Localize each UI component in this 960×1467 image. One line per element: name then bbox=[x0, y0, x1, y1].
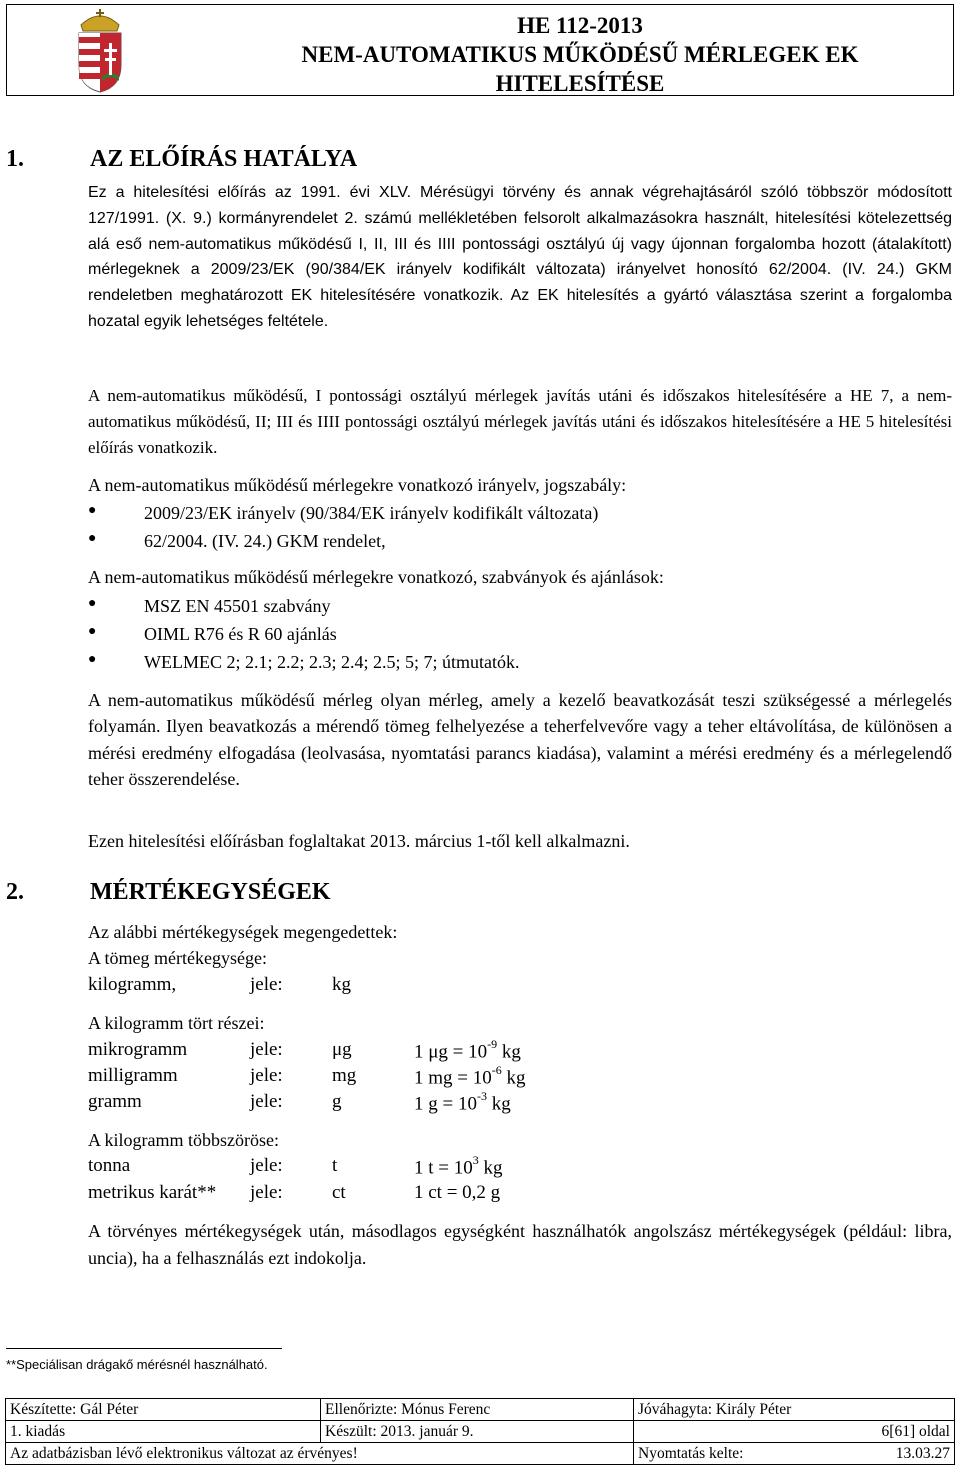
footer-approved: Jóváhagyta: Király Péter bbox=[634, 1399, 955, 1421]
section-1-paragraph-2: A nem-automatikus működésű, I pontossági osztályú mérlegek javítás utáni és időszakos hitelesítésére a HE 7, a nem-automatikus működésű, II; III és IIII pontossági osztályú mérlegek javítás utáni és időszakos hitelesítésére a HE 5 hitelesítési előírás vonatkozik. bbox=[88, 386, 952, 457]
document-footer-table bbox=[5, 1398, 955, 1465]
hungarian-coat-of-arms-icon bbox=[71, 7, 129, 93]
bullet-icon: ● bbox=[88, 652, 97, 667]
mass-unit-heading: A tömeg mértékegysége: bbox=[88, 948, 267, 968]
section-1-paragraph-3: A nem-automatikus működésű mérleg olyan mérleg, amely a kezelő beavatkozását teszi szükségessé a mérlegelés folyamán. Ilyen beavatkozás a mérendő tömeg felhelyezése a teherfelvevőre vagy a teher eltávolítása, de különösen a mérési eredmény elfogadása (leolvasása, nyomtatási parancs kiadása), valamint a mérési eredmény és a mérlegelendő teher összerendelése. bbox=[88, 690, 952, 789]
table-row bbox=[6, 1399, 955, 1421]
footer-checked: Ellenőrizte: Mónus Ferenc bbox=[321, 1399, 634, 1421]
footnote: **Speciálisan drágakő mérésnél használható. bbox=[6, 1357, 268, 1372]
footer-page: 6[61] oldal bbox=[634, 1421, 955, 1443]
bullet-icon: ● bbox=[88, 503, 97, 518]
footer-edition: 1. kiadás bbox=[6, 1421, 321, 1443]
bullet-icon: ● bbox=[88, 531, 97, 546]
section-1-heading bbox=[6, 146, 357, 173]
footer-validity: Az adatbázisban lévő elektronikus változat az érvényes! bbox=[6, 1443, 634, 1465]
list-1-intro: A nem-automatikus működésű mérlegekre vonatkozó irányelv, jogszabály: bbox=[88, 475, 627, 495]
table-row bbox=[6, 1421, 955, 1443]
section-1-paragraph-4: Ezen hitelesítési előírásban foglaltakat 2013. március 1-től kell alkalmazni. bbox=[88, 831, 630, 851]
section-2-title: MÉRTÉKEGYSÉGEK bbox=[90, 879, 331, 905]
title-line-2: HITELESÍTÉSE bbox=[495, 71, 665, 96]
footer-prepared: Készítette: Gál Péter bbox=[6, 1399, 321, 1421]
units-closing-paragraph: A törvényes mértékegységek után, másodlagos egységként használhatók angolszász mértékegységek (például: libra, uncia), ha a felhasználás ezt indokolja. bbox=[88, 1221, 952, 1268]
table-row bbox=[6, 1443, 955, 1465]
fraction-heading: A kilogramm tört részei: bbox=[88, 1013, 265, 1033]
bullet-icon: ● bbox=[88, 624, 97, 639]
section-2-number: 2. bbox=[6, 879, 24, 905]
section-1-paragraph-1: Ez a hitelesítési előírás az 1991. évi XLV. Mérésügyi törvény és annak végrehajtásáról szóló többször módosított 127/1991. (X. 9.) kormányrendelet 2. számú mellékletében felsorolt alkalmazásokra használt, hitelesítési kötelezettség alá eső nem-automatikus működésű I, II, III és IIII pontossági osztályú új vagy újonnan forgalomba hozott (átalakított) mérlegeknek a 2009/23/EK (90/384/EK irányelv kodifikált változata) irányelvet honosító 62/2004. (IV. 24.) GKM rendeletben meghatározott EK hitelesítésére vonatkozik. Az EK hitelesítés a gyártó választása szerint a forgalomba hozatal egyik lehetséges feltétele. bbox=[88, 184, 952, 330]
bullet-icon: ● bbox=[88, 596, 97, 611]
list-2-intro: A nem-automatikus működésű mérlegekre vonatkozó, szabványok és ajánlások: bbox=[88, 567, 664, 587]
document-header bbox=[6, 4, 954, 96]
document-title bbox=[207, 11, 953, 98]
footer-print-label: Nyomtatás kelte: bbox=[634, 1443, 841, 1465]
footer-print-date: 13.03.27 bbox=[841, 1443, 955, 1465]
footer-made: Készült: 2013. január 9. bbox=[321, 1421, 634, 1443]
section-1-number: 1. bbox=[6, 146, 24, 172]
section-1-title: AZ ELŐÍRÁS HATÁLYA bbox=[90, 146, 358, 172]
multiple-heading: A kilogramm többszöröse: bbox=[88, 1130, 279, 1150]
title-line-1: NEM-AUTOMATIKUS MŰKÖDÉSŰ MÉRLEGEK EK bbox=[301, 42, 859, 67]
document-code: HE 112-2013 bbox=[517, 13, 643, 38]
footnote-divider bbox=[6, 1348, 282, 1349]
section-2-heading bbox=[6, 879, 331, 906]
units-intro: Az alábbi mértékegységek megengedettek: bbox=[88, 922, 398, 942]
